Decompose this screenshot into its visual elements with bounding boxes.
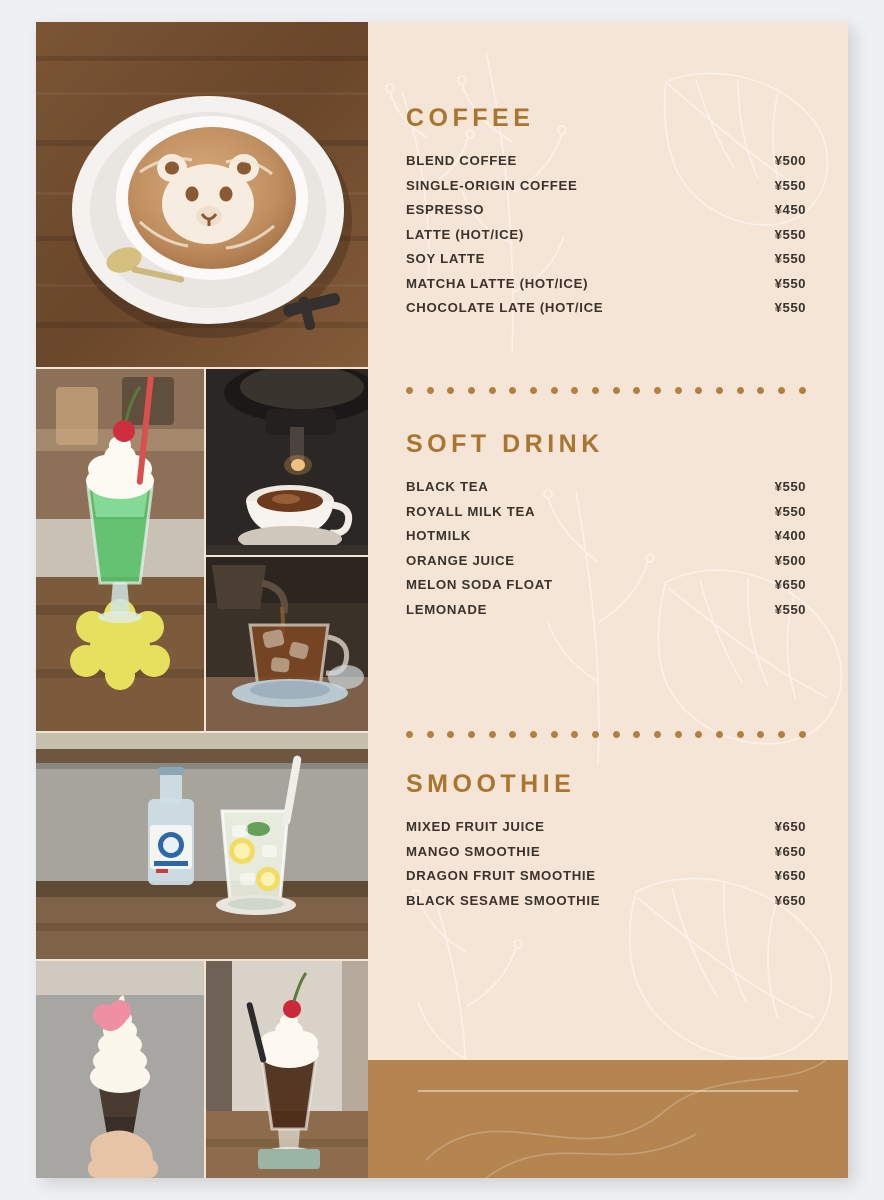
item-price: ¥650 [774, 868, 806, 883]
menu-item [406, 178, 806, 193]
section-title-smoothie: SMOOTHIE [406, 770, 576, 798]
item-name: BLACK SESAME SMOOTHIE [406, 892, 601, 908]
menu-item [406, 276, 806, 291]
menu-item [406, 300, 806, 315]
menu-item [406, 553, 806, 568]
menu-item [406, 227, 806, 242]
item-name: MANGO SMOOTHIE [406, 843, 541, 859]
menu-item [406, 504, 806, 519]
menu-item [406, 577, 806, 592]
item-price: ¥650 [774, 577, 806, 592]
section-coffee [406, 104, 806, 325]
item-price: ¥550 [774, 251, 806, 266]
item-name: SINGLE-ORIGIN COFFEE [406, 177, 578, 193]
item-name: HOTMILK [406, 528, 471, 543]
item-price: ¥550 [774, 503, 806, 519]
item-price: ¥500 [774, 153, 806, 168]
soft-cream-cone-photo [36, 961, 204, 1178]
menu-item [406, 868, 806, 883]
item-name: SOY LATTE [406, 251, 486, 266]
menu-content [366, 22, 848, 1178]
menu-item [406, 202, 806, 217]
item-price: ¥650 [774, 843, 806, 859]
item-price: ¥550 [774, 177, 806, 193]
item-name: ROYALL MILK TEA [406, 503, 536, 519]
section-soft-drink [406, 430, 806, 626]
item-name: MELON SODA FLOAT [406, 577, 553, 592]
menu-item [406, 844, 806, 859]
menu-item [406, 153, 806, 168]
section-title-soft-drink: SOFT DRINK [406, 430, 604, 458]
item-name: LATTE (HOT/ICE) [406, 226, 524, 242]
menu-item [406, 479, 806, 494]
item-name: LEMONADE [406, 601, 488, 617]
item-name: BLEND COFFEE [406, 153, 517, 168]
item-name: BLACK TEA [406, 479, 489, 494]
dotted-divider [406, 730, 806, 738]
latte-art-bear-photo [36, 22, 368, 367]
item-price: ¥400 [774, 528, 806, 543]
item-name: ORANGE JUICE [406, 552, 515, 568]
item-name: ESPRESSO [406, 202, 485, 217]
item-price: ¥550 [774, 275, 806, 291]
item-name: MIXED FRUIT JUICE [406, 819, 545, 834]
section-smoothie [406, 770, 806, 917]
item-price: ¥550 [774, 601, 806, 617]
menu-item [406, 528, 806, 543]
lemonade-bottle-photo [36, 733, 368, 959]
espresso-siphon-photo [206, 369, 368, 555]
item-price: ¥650 [774, 819, 806, 834]
section-title-coffee: COFFEE [406, 104, 535, 132]
item-price: ¥450 [774, 202, 806, 217]
menu-item [406, 819, 806, 834]
item-name: CHOCOLATE LATE (HOT/ICE [406, 300, 604, 315]
coffee-float-photo [206, 961, 368, 1178]
item-name: DRAGON FRUIT SMOOTHIE [406, 868, 596, 883]
menu-page [36, 22, 848, 1178]
item-price: ¥550 [774, 226, 806, 242]
iced-coffee-glass-photo [206, 557, 368, 731]
photo-mosaic [36, 22, 368, 1178]
menu-item [406, 251, 806, 266]
menu-item [406, 893, 806, 908]
item-price: ¥500 [774, 552, 806, 568]
item-name: MATCHA LATTE (HOT/ICE) [406, 275, 589, 291]
melon-soda-float-photo [36, 369, 204, 731]
item-price: ¥650 [774, 892, 806, 908]
item-price: ¥550 [774, 300, 806, 315]
menu-item [406, 602, 806, 617]
dotted-divider [406, 386, 806, 394]
item-price: ¥550 [774, 479, 806, 494]
